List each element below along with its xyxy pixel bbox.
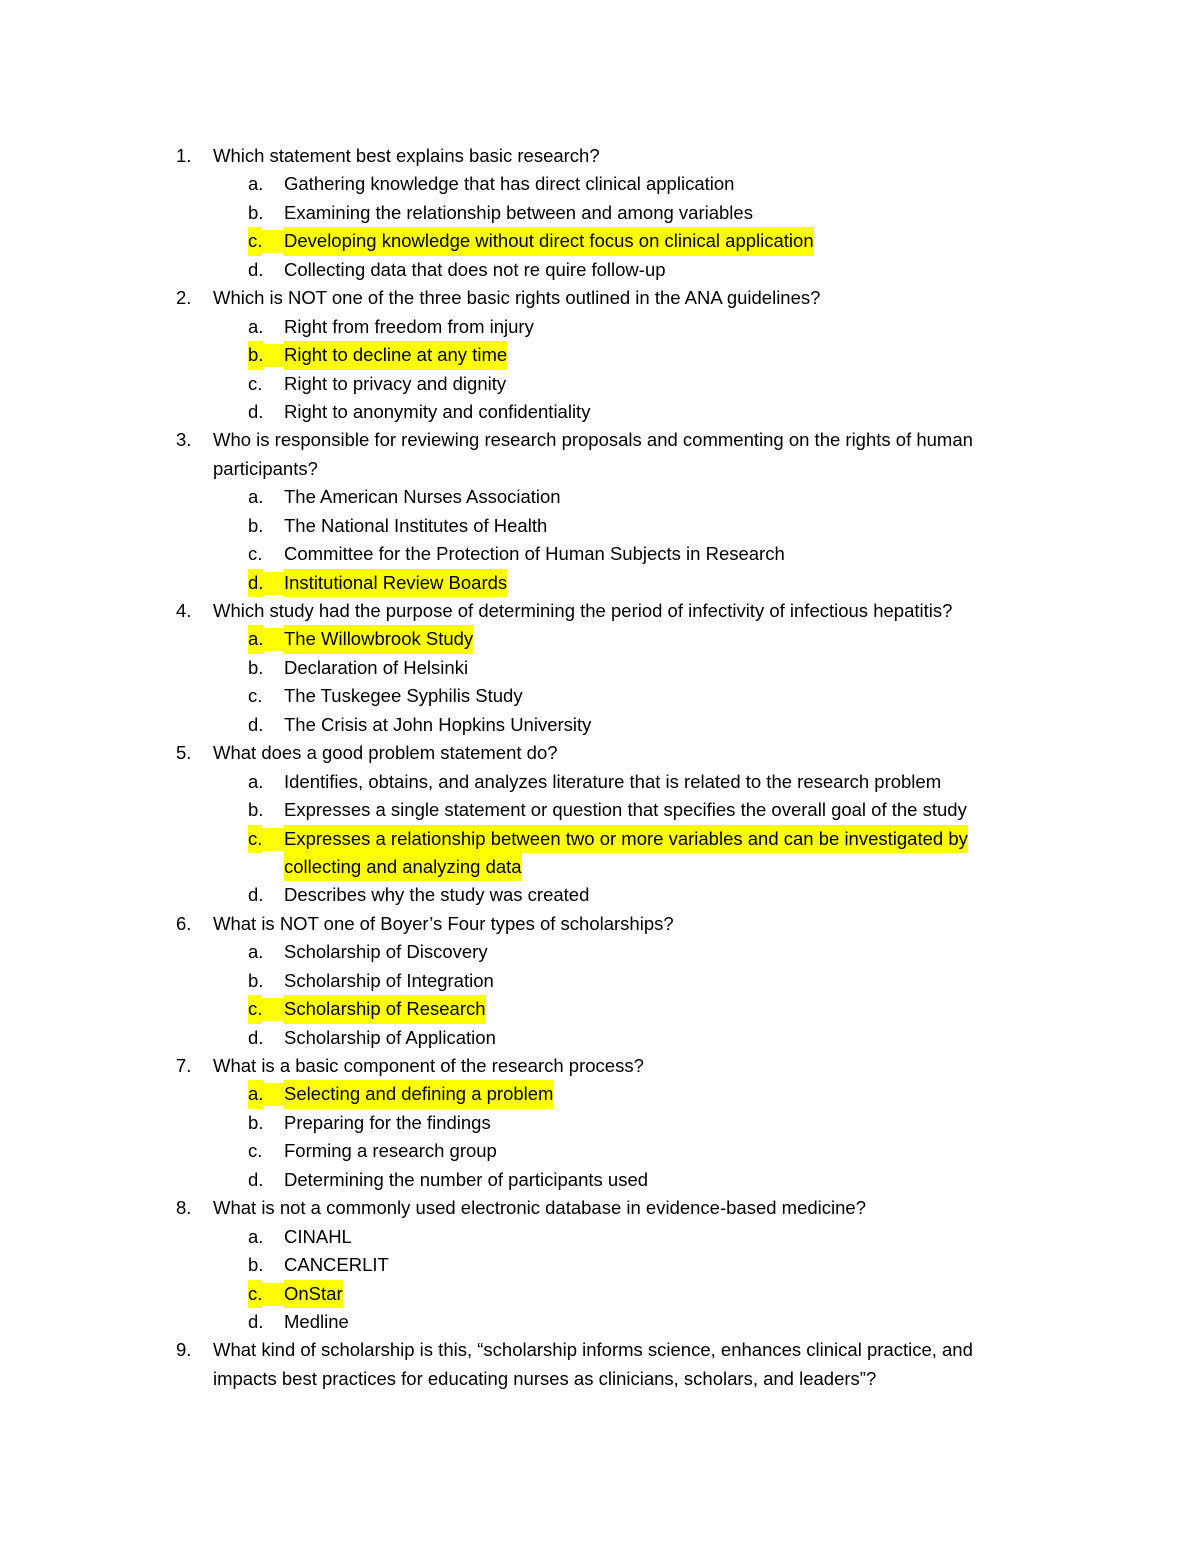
option-text: Describes why the study was created [284,884,590,906]
question-number: 9. [176,1339,192,1361]
question-text: What is not a commonly used electronic database in evidence-based medicine? [213,1197,867,1219]
answer-option-7-2 [0,1109,1200,1137]
option-letter: b. [248,1254,264,1276]
question-9-line [0,1365,1200,1393]
option-letter: d. [248,1310,264,1332]
option-letter: b. [248,656,264,678]
option-text: Right to privacy and dignity [284,372,507,394]
option-letter: c. [248,685,263,707]
option-text: Preparing for the findings [284,1111,491,1133]
option-letter: d. [248,400,264,422]
option-letter: c. [248,995,262,1023]
option-letter: a. [248,770,264,792]
option-text: Determining the number of participants used [284,1168,649,1190]
option-text: The Crisis at John Hopkins University [284,713,592,735]
answer-option-8-4 [0,1308,1200,1336]
option-text: Committee for the Protection of Human Subjects in Research [284,543,785,565]
option-letter: d. [248,1026,264,1048]
option-letter: d. [248,713,264,735]
answer-option-8-1 [0,1223,1200,1251]
answer-option-8-3 [0,1280,1200,1308]
option-letter: b. [248,201,264,223]
answer-option-3-2 [0,512,1200,540]
highlighted-answer-text: Right to decline at any time [284,341,507,369]
option-text: CINAHL [284,1225,352,1247]
option-text: Right to anonymity and confidentiality [284,400,591,422]
highlighted-answer-text: collecting and analyzing data [284,853,522,881]
question-text: What is NOT one of Boyer’s Four types of scholarships? [213,912,674,934]
question-number: 4. [176,600,192,621]
answer-option-6-1 [0,938,1200,966]
option-letter: a. [248,1080,263,1108]
answer-option-7-1 [0,1080,1200,1108]
answer-option-1-1 [0,170,1200,198]
option-letter: d. [248,258,264,280]
option-letter: c. [248,1280,262,1308]
answer-option-2-4 [0,398,1200,426]
question-number: 5. [176,742,192,764]
answer-option-2-1 [0,313,1200,341]
option-letter: c. [248,825,262,853]
question-2-line [0,284,1200,312]
option-text: Scholarship of Application [284,1026,496,1048]
question-text: Which is NOT one of the three basic rights outlined in the ANA guidelines? [213,287,821,309]
question-number: 3. [176,429,192,451]
option-text: Declaration of Helsinki [284,656,469,678]
answer-option-7-3 [0,1137,1200,1165]
answer-option-4-1 [0,625,1200,653]
option-letter: b. [248,969,264,991]
question-text: What is a basic component of the research process? [213,1055,644,1076]
option-letter: b. [248,514,264,536]
option-text: Identifies, obtains, and analyzes literature that is related to the research problem [284,770,942,792]
answer-option-5-1 [0,768,1200,796]
answer-option-3-1 [0,483,1200,511]
option-text: Scholarship of Discovery [284,941,488,963]
answer-option-6-2 [0,967,1200,995]
question-number: 7. [176,1055,192,1076]
answer-option-1-2 [0,199,1200,227]
question-number: 2. [176,287,192,309]
question-text: participants? [213,457,318,479]
option-letter: b. [248,1111,264,1133]
option-letter: c. [248,1140,263,1162]
quiz-question-list [0,142,1200,1393]
option-letter: a. [248,1225,264,1247]
question-6-line [0,910,1200,938]
answer-option-1-3 [0,227,1200,255]
option-text: Medline [284,1310,349,1332]
answer-option-5-3 [0,853,1200,881]
option-letter: b. [248,341,263,369]
option-text: Gathering knowledge that has direct clinical application [284,173,735,195]
option-text: The Tuskegee Syphilis Study [284,685,523,707]
answer-option-5-4 [0,881,1200,909]
question-number: 8. [176,1197,192,1219]
option-text: Collecting data that does not re quire follow-up [284,258,666,280]
option-letter: a. [248,625,263,653]
question-3-line [0,455,1200,483]
option-letter: d. [248,884,264,906]
option-letter: a. [248,486,264,508]
answer-option-2-3 [0,370,1200,398]
question-9-line [0,1336,1200,1364]
question-text: Who is responsible for reviewing research proposals and commenting on the rights of human [213,429,973,451]
question-text: Which study had the purpose of determining the period of infectivity of infectious hepatitis? [213,600,953,621]
question-text: What does a good problem statement do? [213,742,558,764]
question-number: 6. [176,912,192,934]
answer-option-5-2 [0,796,1200,824]
answer-option-8-2 [0,1251,1200,1279]
answer-option-6-3 [0,995,1200,1023]
answer-option-1-4 [0,256,1200,284]
question-8-line [0,1194,1200,1222]
option-letter: d. [248,569,263,597]
option-letter: c. [248,543,263,565]
question-number: 1. [176,145,192,166]
answer-option-7-4 [0,1166,1200,1194]
option-letter: a. [248,941,264,963]
answer-option-3-4 [0,569,1200,597]
highlighted-answer-text: OnStar [284,1280,343,1308]
highlighted-answer-text: Expresses a relationship between two or more variables and can be investigated by [284,825,968,853]
answer-option-4-4 [0,711,1200,739]
question-1-line [0,142,1200,170]
option-letter: b. [248,799,264,821]
option-letter: d. [248,1168,264,1190]
highlighted-answer-text: Institutional Review Boards [284,569,507,597]
option-letter: a. [248,173,264,195]
highlighted-answer-text: Selecting and defining a problem [284,1080,553,1108]
answer-option-3-3 [0,540,1200,568]
highlighted-answer-text: Scholarship of Research [284,995,486,1023]
option-text: The National Institutes of Health [284,514,548,536]
option-text: Examining the relationship between and among variables [284,201,753,223]
answer-option-4-3 [0,682,1200,710]
question-5-line [0,739,1200,767]
question-text: Which statement best explains basic research? [213,145,600,166]
highlighted-answer-text: The Willowbrook Study [284,625,473,653]
option-text: CANCERLIT [284,1254,389,1276]
answer-option-6-4 [0,1024,1200,1052]
answer-option-5-3 [0,825,1200,853]
question-7-line [0,1052,1200,1080]
option-text: The American Nurses Association [284,486,561,508]
option-text: Forming a research group [284,1140,497,1162]
question-3-line [0,426,1200,454]
question-4-line [0,597,1200,625]
option-text: Expresses a single statement or question that specifies the overall goal of the study [284,799,967,821]
question-text: impacts best practices for educating nurses as clinicians, scholars, and leaders”? [213,1367,877,1389]
question-text: What kind of scholarship is this, “scholarship informs science, enhances clinical practice, and [213,1339,973,1361]
option-text: Right from freedom from injury [284,315,534,337]
option-text: Scholarship of Integration [284,969,494,991]
answer-option-2-2 [0,341,1200,369]
option-letter: c. [248,227,262,255]
option-letter: a. [248,315,264,337]
highlighted-answer-text: Developing knowledge without direct focus on clinical application [284,227,814,255]
answer-option-4-2 [0,654,1200,682]
option-letter: c. [248,372,263,394]
